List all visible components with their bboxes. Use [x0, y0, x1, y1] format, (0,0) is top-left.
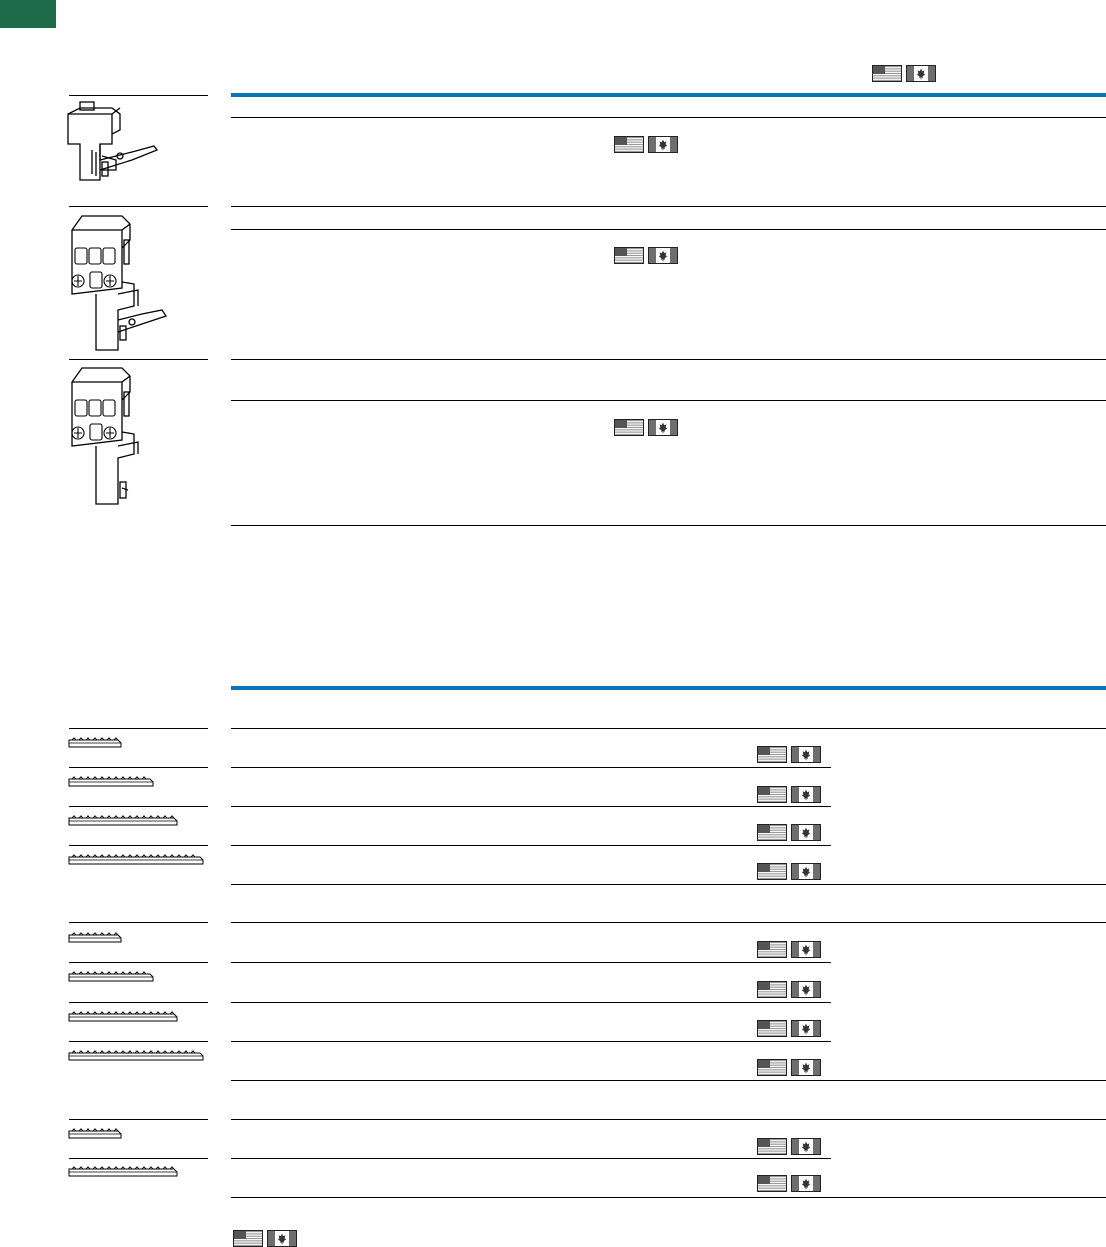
canada-flag-icon: [791, 981, 821, 998]
table-row-divider: [231, 1041, 831, 1042]
canada-flag-icon: [791, 1138, 821, 1155]
footnote-certification-marks: [233, 1230, 297, 1247]
usa-flag-icon: [757, 824, 787, 841]
canada-flag-icon: [791, 824, 821, 841]
table-row-divider: [231, 1002, 831, 1003]
certification-marks: [757, 1059, 821, 1076]
busbar-strip-image: [68, 1049, 204, 1067]
header-certification-marks: [872, 65, 936, 82]
busbar-strip-image: [68, 1010, 178, 1028]
adapter-three-terminal-image: [62, 210, 172, 356]
usa-flag-icon: [757, 786, 787, 803]
busbar-strip-image: [68, 775, 154, 793]
canada-flag-icon: [648, 419, 678, 436]
product-separator: [69, 845, 208, 846]
canada-flag-icon: [791, 863, 821, 880]
product-separator: [69, 1041, 208, 1042]
usa-flag-icon: [614, 247, 644, 264]
product-separator: [69, 206, 208, 207]
product-separator: [69, 1158, 208, 1159]
certification-marks: [757, 1138, 821, 1155]
busbar-strip-image: [68, 970, 154, 988]
certification-marks: [614, 136, 678, 153]
canada-flag-icon: [648, 247, 678, 264]
table-row-divider: [231, 206, 1106, 207]
canada-flag-icon: [791, 1175, 821, 1192]
product-separator: [69, 922, 208, 923]
table-row-divider: [231, 400, 1106, 401]
certification-marks: [757, 981, 821, 998]
busbar-strip-image: [68, 1127, 122, 1145]
table-row-divider: [231, 1158, 831, 1159]
usa-flag-icon: [757, 941, 787, 958]
certification-marks: [757, 863, 821, 880]
product-separator: [69, 95, 208, 96]
canada-flag-icon: [791, 746, 821, 763]
canada-flag-icon: [791, 1020, 821, 1037]
table-row-divider: [231, 1119, 1106, 1120]
usa-flag-icon: [872, 65, 902, 82]
busbar-strip-image: [68, 1165, 178, 1183]
canada-flag-icon: [648, 136, 678, 153]
table-row-divider: [231, 1197, 1106, 1198]
busbar-strip-image: [68, 736, 122, 754]
table-row-divider: [231, 962, 831, 963]
adapter-three-terminal-short-image: [62, 362, 162, 512]
busbar-strip-image: [68, 814, 178, 832]
usa-flag-icon: [757, 981, 787, 998]
canada-flag-icon: [791, 941, 821, 958]
certification-marks: [757, 746, 821, 763]
table-row-divider: [231, 767, 831, 768]
canada-flag-icon: [267, 1230, 297, 1247]
table-row-divider: [231, 922, 1106, 923]
corner-tab: [0, 0, 56, 28]
product-separator: [69, 1119, 208, 1120]
section-1-rule: [231, 93, 1106, 97]
table-row-divider: [231, 806, 831, 807]
table-row-divider: [231, 359, 1106, 360]
table-row-divider: [231, 525, 1106, 526]
section-2-rule: [231, 686, 1106, 690]
table-row-divider: [231, 845, 831, 846]
product-separator: [69, 359, 208, 360]
canada-flag-icon: [906, 65, 936, 82]
product-separator: [69, 806, 208, 807]
usa-flag-icon: [757, 1138, 787, 1155]
product-separator: [69, 962, 208, 963]
canada-flag-icon: [791, 786, 821, 803]
busbar-strip-image: [68, 853, 204, 871]
certification-marks: [757, 1020, 821, 1037]
usa-flag-icon: [757, 1059, 787, 1076]
busbar-strip-image: [68, 931, 122, 949]
usa-flag-icon: [614, 136, 644, 153]
usa-flag-icon: [233, 1230, 263, 1247]
usa-flag-icon: [757, 746, 787, 763]
certification-marks: [757, 786, 821, 803]
table-row-divider: [231, 117, 1106, 118]
certification-marks: [757, 941, 821, 958]
usa-flag-icon: [614, 419, 644, 436]
canada-flag-icon: [791, 1059, 821, 1076]
usa-flag-icon: [757, 1175, 787, 1192]
table-row-divider: [231, 884, 1106, 885]
product-separator: [69, 1002, 208, 1003]
table-row-divider: [231, 1080, 1106, 1081]
adapter-single-terminal-image: [62, 100, 162, 186]
table-row-divider: [231, 229, 1106, 230]
usa-flag-icon: [757, 863, 787, 880]
certification-marks: [757, 1175, 821, 1192]
table-row-divider: [231, 728, 1106, 729]
product-separator: [69, 767, 208, 768]
certification-marks: [614, 419, 678, 436]
certification-marks: [757, 824, 821, 841]
product-separator: [69, 728, 208, 729]
certification-marks: [614, 247, 678, 264]
usa-flag-icon: [757, 1020, 787, 1037]
